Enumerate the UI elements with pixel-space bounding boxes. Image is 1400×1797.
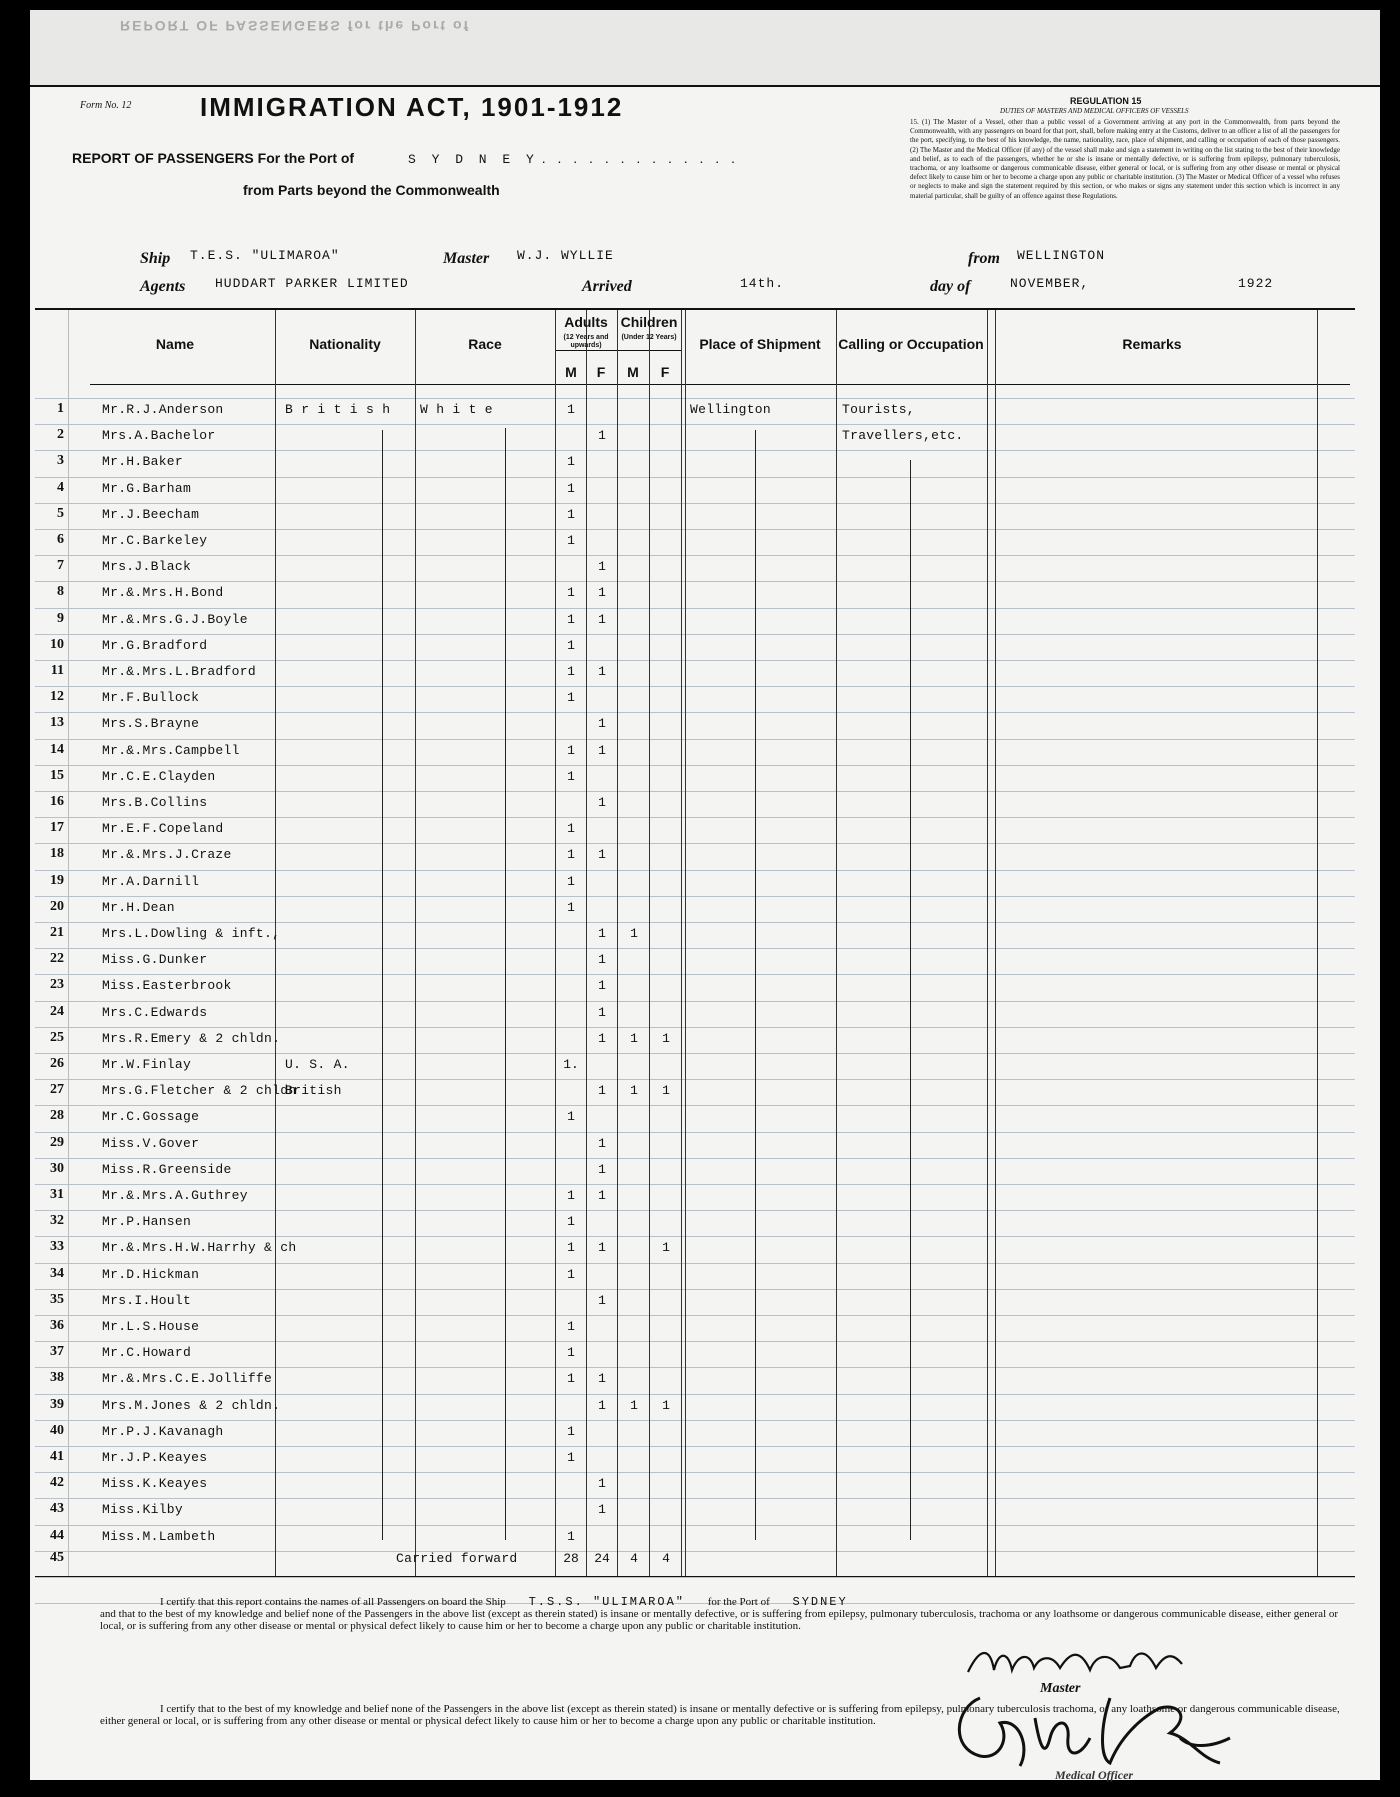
passenger-name: Mr.C.Barkeley <box>102 533 208 548</box>
medical-cert-text: I certify that to the best of my knowledge and belief none of the Passengers in the above list (except as therein stated) is insane or mentally defective or is suffering from epilepsy, pulmonary tuberculosis trachoma, or any loathsome or dangerous communicable disease, either general or local, or is suffering from any other disease or mental or physical defect likely to cause him or her to become a charge upon any public or charitable institution. <box>100 1703 1340 1727</box>
row-rule <box>35 791 1355 792</box>
row-number: 20 <box>50 898 64 914</box>
passenger-name: Mr.C.Gossage <box>102 1109 200 1125</box>
row-rule <box>35 477 1355 478</box>
row-rule <box>35 1551 1355 1552</box>
passenger-name: Mr.J.Beecham <box>102 506 200 522</box>
row-number: 34 <box>50 1265 64 1281</box>
row-number: 40 <box>50 1422 64 1438</box>
passenger-name: Mr.&.Mrs.C.E.Jolliffe <box>102 1371 273 1387</box>
children-male-count: 1 <box>630 1030 638 1046</box>
column-rule <box>1317 310 1318 1576</box>
adults-female-count: 1 <box>598 847 606 863</box>
row-number: 6 <box>57 532 64 547</box>
ship-label: Ship <box>140 250 171 267</box>
passenger-occupation: Tourists, <box>842 402 915 417</box>
row-rule <box>35 686 1355 687</box>
row-rule <box>35 1263 1355 1264</box>
row-rule <box>35 974 1355 975</box>
adults-male-count: 1 <box>567 821 575 837</box>
row-rule <box>35 896 1355 897</box>
row-rule <box>35 1053 1355 1054</box>
passenger-nationality: British <box>285 1083 342 1099</box>
row-number: 7 <box>57 558 64 574</box>
children-male-count: 1 <box>630 1397 638 1413</box>
passenger-name: Miss.G.Dunker <box>102 952 208 968</box>
place-of-shipment: Wellington <box>690 402 772 417</box>
row-rule <box>35 660 1355 661</box>
row-rule <box>35 1079 1355 1080</box>
col-nationality-header: Nationality <box>309 336 381 352</box>
adults-male-count: 1 <box>567 742 575 758</box>
adults-male-count: 1 <box>567 611 575 627</box>
ship-value: T.E.S. "ULIMAROA" <box>190 248 340 263</box>
row-rule <box>35 1472 1355 1473</box>
adults-male-count: 1 <box>567 1423 575 1439</box>
row-number: 38 <box>50 1370 64 1386</box>
adults-male-count: 1 <box>567 533 575 548</box>
col-remarks-header: Remarks <box>1122 336 1182 352</box>
passenger-name: Miss.Easterbrook <box>102 978 232 994</box>
row-number: 23 <box>50 977 64 993</box>
children-female-count: 1 <box>662 1030 670 1046</box>
children-male-count: 1 <box>630 1083 638 1099</box>
totals-row-number: 45 <box>50 1550 64 1565</box>
row-rule <box>35 765 1355 766</box>
adults-male-count: 1 <box>567 637 575 653</box>
bleed-through-text: REPORT OF PASSENGERS for the Port of <box>120 18 471 34</box>
row-rule <box>35 1367 1355 1368</box>
passenger-name: Mr.&.Mrs.H.W.Harrhy & ch <box>102 1240 297 1256</box>
row-rule <box>35 817 1355 818</box>
master-value: W.J. WYLLIE <box>517 248 614 263</box>
row-number: 18 <box>50 846 64 862</box>
row-number: 44 <box>50 1527 64 1543</box>
column-rule <box>275 310 276 1576</box>
master-cert-ship: T.S.S. "ULIMAROA" <box>528 1595 685 1609</box>
adults-female-count: 1 <box>598 978 606 994</box>
adults-male-count: 1 <box>567 454 575 470</box>
row-number: 3 <box>57 453 64 469</box>
row-rule <box>35 1525 1355 1526</box>
passenger-name: Mrs.B.Collins <box>102 795 208 810</box>
row-rule <box>35 634 1355 635</box>
row-rule <box>35 1394 1355 1395</box>
master-cert-text-a: I certify that this report contains the names of all Passengers on board the Ship <box>160 1596 506 1608</box>
row-rule <box>35 870 1355 871</box>
row-number: 10 <box>50 636 64 652</box>
passenger-name: Mr.&.Mrs.J.Craze <box>102 847 232 863</box>
row-number: 1 <box>57 401 64 416</box>
row-rule <box>35 1210 1355 1211</box>
from-parts-heading: from Parts beyond the Commonwealth <box>243 182 500 198</box>
row-rule <box>35 1577 1355 1578</box>
col-place-header: Place of Shipment <box>699 336 821 352</box>
adults-male-count: 1 <box>567 873 575 889</box>
medical-officer-role-label: Medical Officer <box>1055 1768 1134 1782</box>
medical-officer-signature <box>950 1678 1250 1773</box>
adults-female-count: 1 <box>598 1083 606 1099</box>
adults-male-count: 1 <box>567 1240 575 1256</box>
adults-male-count: 1 <box>567 1450 575 1465</box>
carried-forward-label: Carried forward <box>396 1551 518 1566</box>
passenger-name: Mr.&.Mrs.G.J.Boyle <box>102 611 248 627</box>
passenger-name: Mrs.A.Bachelor <box>102 428 216 444</box>
row-rule <box>35 1158 1355 1159</box>
adults-female-count: 1 <box>598 926 606 941</box>
agents-value: HUDDART PARKER LIMITED <box>215 276 409 291</box>
passenger-name: Mr.&.Mrs.H.Bond <box>102 585 224 601</box>
row-number: 30 <box>50 1160 64 1176</box>
month-value: NOVEMBER, <box>1010 276 1090 291</box>
year-value: 1922 <box>1238 276 1274 291</box>
adults-female-count: 1 <box>598 742 606 758</box>
port-value: S Y D N E Y <box>407 152 538 167</box>
row-number: 28 <box>50 1108 64 1124</box>
row-number: 27 <box>50 1082 64 1098</box>
passenger-nationality: B r i t i s h <box>285 402 391 417</box>
passenger-name: Mr.A.Darnill <box>102 873 200 889</box>
passenger-name: Mrs.G.Fletcher & 2 chldn <box>102 1083 297 1099</box>
column-rule <box>681 310 682 1576</box>
adults-male-count: 1 <box>567 1345 575 1361</box>
row-rule <box>35 424 1355 425</box>
passenger-name: Mrs.M.Jones & 2 chldn. <box>102 1397 281 1413</box>
column-rule <box>649 310 650 1576</box>
adults-female-count: 1 <box>598 716 606 732</box>
adults-female-count: 1 <box>598 428 606 444</box>
column-rule <box>555 310 556 1576</box>
adults-female-count: 1 <box>598 1161 606 1177</box>
passenger-name: Mr.P.Hansen <box>102 1214 192 1230</box>
place-ditto <box>755 430 756 1540</box>
column-rule <box>836 310 837 1576</box>
arrived-label: Arrived <box>582 278 632 295</box>
agents-label: Agents <box>140 278 186 295</box>
row-number: 15 <box>50 767 64 783</box>
row-number: 2 <box>57 427 64 443</box>
table-top-rule <box>35 308 1355 310</box>
passenger-name: Mrs.R.Emery & 2 chldn. <box>102 1030 281 1046</box>
row-number: 8 <box>57 584 64 600</box>
row-number: 26 <box>50 1056 64 1071</box>
col-occupation-header: Calling or Occupation <box>838 336 984 352</box>
passenger-name: Miss.K.Keayes <box>102 1476 208 1492</box>
passenger-name: Mr.C.E.Clayden <box>102 768 216 784</box>
occupation-ditto <box>910 460 911 1540</box>
passenger-name: Mr.E.F.Copeland <box>102 821 224 837</box>
adults-male-count: 1 <box>567 768 575 784</box>
row-rule <box>35 1446 1355 1447</box>
row-number: 21 <box>50 925 64 940</box>
column-rule <box>415 310 416 1576</box>
adults-male-count: 1 <box>567 506 575 522</box>
col-adults-f: F <box>596 364 606 380</box>
row-rule <box>35 608 1355 609</box>
master-role-label: Master <box>1040 1681 1081 1696</box>
regulation-title: REGULATION 15 <box>1070 96 1142 106</box>
passenger-name: Mr.P.J.Kavanagh <box>102 1423 224 1439</box>
adults-male-count: 1 <box>567 1371 575 1387</box>
master-cert-text-c: and that to the best of my knowledge and belief none of the Passengers in the above list (except as therein stated) is insane or mentally defective, or is suffering from epilepsy, pulmonary tuberculosis, trachoma or any loathsome or dangerous communicable disease, either general or local, or is suffering from any other disease or mental or physical defect likely to cause him or her to become a charge upon any public or charitable institution. <box>100 1608 1339 1632</box>
regulation-subtitle: DUTIES OF MASTERS AND MEDICAL OFFICERS OF VESSELS <box>1000 107 1189 115</box>
row-number: 22 <box>50 951 64 967</box>
passenger-name: Miss.V.Gover <box>102 1135 200 1151</box>
children-male-count: 1 <box>630 926 638 941</box>
row-rule <box>35 1498 1355 1499</box>
passenger-name: Mrs.S.Brayne <box>102 716 200 732</box>
adults-female-count: 1 <box>598 1240 606 1256</box>
column-rule <box>685 310 686 1576</box>
col-children-subheader: (Under 12 Years) <box>621 334 677 341</box>
day-of-label: day of <box>930 278 971 295</box>
row-rule <box>35 948 1355 949</box>
row-number: 4 <box>57 479 64 495</box>
passenger-name: Miss.R.Greenside <box>102 1161 232 1177</box>
arrived-day-value: 14th. <box>740 276 785 291</box>
row-number: 5 <box>57 505 64 521</box>
column-rule <box>995 310 996 1576</box>
col-adults-subheader: (12 Years and upwards) <box>563 334 609 349</box>
row-rule <box>35 1001 1355 1002</box>
adults-female-count: 1 <box>598 1004 606 1020</box>
passenger-report-form <box>30 10 1380 1780</box>
row-rule <box>35 1027 1355 1028</box>
regulation-text: 15. (1) The Master of a Vessel, other than a public vessel of a Government arriving at any port in the Commonwealth, from parts beyond the Commonwealth, with any passengers on board for that port, shall, before making entry at the Customs, deliver to an officer a list of all the passengers for the port, specifying, to the best of his knowledge, the name, nationality, race, place of shipment, and calling or occupation of each of those passengers. (2) The Master and the Medical Officer (if any) of the vessel shall make and sign a statement in writing on the list stating to the best of their knowledge and belief, as to each of the passengers, whether he or she is insane or mentally defective, or is suffering from epilepsy, pulmonary tuberculosis, trachoma, or any loathsome or dangerous communicable disease, either general or local, or is suffering from any other disease or mental or physical defect likely to cause him or her to become a charge upon any public or charitable institution. (3) The Master or Medical Officer of a vessel who refuses or neglects to make and sign the statement required by this section, or who makes or signs any statement under this section which is incorrect in any material particular, shall be guilty of an offence against these Regulations. <box>910 118 1340 200</box>
row-number: 24 <box>50 1003 64 1019</box>
row-number: 35 <box>50 1291 64 1307</box>
total-adults-f: 24 <box>594 1551 610 1566</box>
adults-female-count: 1 <box>598 1397 606 1413</box>
passenger-name: Mrs.L.Dowling & inft., <box>102 926 281 941</box>
race-ditto <box>505 428 506 1540</box>
adults-female-count: 1 <box>598 1030 606 1046</box>
row-rule <box>35 398 1355 399</box>
col-children-f: F <box>660 364 670 380</box>
adults-male-count: 1 <box>567 664 575 679</box>
adults-children-divider <box>555 350 681 351</box>
adults-male-count: 1 <box>567 585 575 601</box>
column-rule <box>586 310 587 1576</box>
adults-male-count: 1 <box>567 1319 575 1334</box>
row-rule <box>35 450 1355 451</box>
act-title: IMMIGRATION ACT, 1901-1912 <box>200 92 624 122</box>
col-children-m: M <box>627 364 639 380</box>
passenger-name: Mr.G.Barham <box>102 480 192 496</box>
row-rule <box>35 712 1355 713</box>
col-race-header: Race <box>468 336 502 352</box>
row-number: 14 <box>50 741 64 757</box>
row-number: 11 <box>50 663 64 678</box>
row-number: 33 <box>50 1239 64 1255</box>
passenger-name: Mrs.C.Edwards <box>102 1004 208 1020</box>
row-rule <box>35 529 1355 530</box>
adults-male-count: 1 <box>567 690 575 706</box>
row-number: 12 <box>50 689 64 705</box>
row-rule <box>35 1315 1355 1316</box>
adults-male-count: 1 <box>567 1188 575 1203</box>
row-rule <box>35 739 1355 740</box>
col-name-header: Name <box>155 336 195 352</box>
row-number: 31 <box>50 1187 64 1202</box>
row-number: 17 <box>50 820 64 836</box>
adults-female-count: 1 <box>598 1476 606 1492</box>
adults-female-count: 1 <box>598 1502 606 1518</box>
from-label: from <box>968 250 1000 267</box>
row-number: 39 <box>50 1396 64 1412</box>
row-number: 29 <box>50 1134 64 1150</box>
adults-male-count: 1 <box>567 402 575 417</box>
adults-female-count: 1 <box>598 559 606 575</box>
report-label: REPORT OF PASSENGERS For the Port of <box>72 150 355 166</box>
passenger-name: Mr.J.P.Keayes <box>102 1450 208 1465</box>
row-number: 37 <box>50 1344 64 1360</box>
master-cert-port: SYDNEY <box>792 1595 848 1609</box>
adults-female-count: 1 <box>598 611 606 627</box>
passenger-name: Miss.M.Lambeth <box>102 1528 216 1544</box>
total-adults-m: 28 <box>563 1551 579 1566</box>
adults-male-count: 1 <box>567 480 575 496</box>
children-female-count: 1 <box>662 1240 670 1256</box>
row-number: 19 <box>50 872 64 888</box>
row-number: 41 <box>50 1449 64 1464</box>
adults-female-count: 1 <box>598 795 606 810</box>
row-number: 42 <box>50 1475 64 1491</box>
adults-male-count: 1 <box>567 899 575 915</box>
row-number: 25 <box>50 1029 64 1045</box>
row-rule <box>35 555 1355 556</box>
adults-female-count: 1 <box>598 1371 606 1387</box>
passenger-name: Mr.R.J.Anderson <box>102 402 224 417</box>
margin-rule <box>68 310 69 1576</box>
adults-male-count: 1 <box>567 1266 575 1282</box>
col-children-header: Children <box>620 314 678 330</box>
row-rule <box>35 1289 1355 1290</box>
row-rule <box>35 1184 1355 1185</box>
adults-female-count: 1 <box>598 1188 606 1203</box>
total-children-f: 4 <box>662 1551 670 1566</box>
passenger-nationality: U. S. A. <box>285 1057 350 1072</box>
adults-male-count: 1. <box>563 1057 579 1072</box>
passenger-name: Mrs.J.Black <box>102 559 192 575</box>
column-rule <box>617 310 618 1576</box>
row-rule <box>35 1420 1355 1421</box>
passenger-name: Mr.&.Mrs.L.Bradford <box>102 664 256 679</box>
row-rule <box>35 1132 1355 1133</box>
from-value: WELLINGTON <box>1017 248 1106 263</box>
row-rule <box>35 843 1355 844</box>
passenger-name: Mrs.I.Hoult <box>102 1292 192 1308</box>
master-signature <box>960 1642 1220 1682</box>
passenger-race: W h i t e <box>420 402 493 417</box>
adults-male-count: 1 <box>567 847 575 863</box>
master-label: Master <box>443 250 490 267</box>
passenger-name: Mr.W.Finlay <box>102 1057 192 1072</box>
row-rule <box>35 503 1355 504</box>
row-rule <box>35 1341 1355 1342</box>
row-number: 43 <box>50 1501 64 1517</box>
children-female-count: 1 <box>662 1083 670 1099</box>
nationality-ditto <box>382 1020 383 1540</box>
children-female-count: 1 <box>662 1397 670 1413</box>
passenger-name: Mr.D.Hickman <box>102 1266 200 1282</box>
adults-male-count: 1 <box>567 1214 575 1230</box>
row-number: 9 <box>57 610 64 626</box>
passenger-name: Mr.G.Bradford <box>102 637 208 653</box>
form-number: Form No. 12 <box>80 100 132 111</box>
passenger-name: Miss.Kilby <box>102 1502 184 1518</box>
adults-female-count: 1 <box>598 1292 606 1308</box>
adults-female-count: 1 <box>598 1135 606 1151</box>
passenger-name: Mr.F.Bullock <box>102 690 200 706</box>
adults-female-count: 1 <box>598 664 606 679</box>
row-rule <box>35 1236 1355 1237</box>
adults-male-count: 1 <box>567 1528 575 1544</box>
report-heading: REPORT OF PASSENGERS For the Port of S Y D N E Y . . . . . . . . . . . . . <box>72 150 739 167</box>
passenger-name: Mr.C.Howard <box>102 1345 192 1361</box>
passenger-name: Mr.&.Mrs.Campbell <box>102 742 240 758</box>
total-children-m: 4 <box>630 1551 638 1566</box>
master-cert-text-b: for the Port of <box>707 1596 770 1608</box>
passenger-name: Mr.H.Baker <box>102 454 184 470</box>
passenger-name: Mr.L.S.House <box>102 1319 200 1334</box>
row-number: 32 <box>50 1213 64 1229</box>
header-bottom-rule <box>90 384 1350 385</box>
adults-female-count: 1 <box>598 952 606 968</box>
passenger-name: Mr.H.Dean <box>102 899 175 915</box>
row-number: 16 <box>50 794 64 809</box>
row-number: 36 <box>50 1318 64 1333</box>
master-certificate <box>100 1596 1360 1632</box>
adults-male-count: 1 <box>567 1109 575 1125</box>
adults-female-count: 1 <box>598 585 606 601</box>
previous-page-edge <box>30 10 1380 87</box>
passenger-occupation: Travellers,etc. <box>842 428 964 444</box>
col-adults-m: M <box>565 364 577 380</box>
row-rule <box>35 922 1355 923</box>
row-rule <box>35 1105 1355 1106</box>
row-rule <box>35 581 1355 582</box>
column-rule <box>987 310 988 1576</box>
row-number: 13 <box>50 715 64 731</box>
passenger-name: Mr.&.Mrs.A.Guthrey <box>102 1188 248 1203</box>
col-adults-header: Adults <box>564 314 608 330</box>
